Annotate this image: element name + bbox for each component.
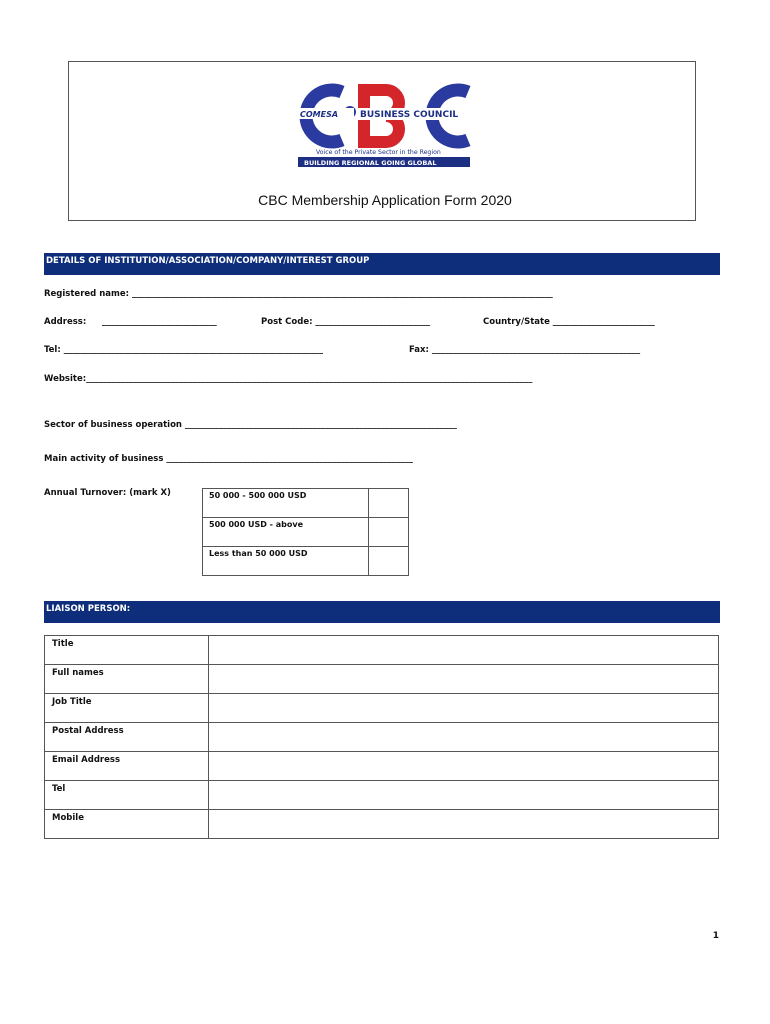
logo-brand: BUSINESS COUNCIL bbox=[360, 110, 459, 120]
table-row bbox=[45, 810, 719, 839]
row-label: Job Title bbox=[45, 694, 209, 723]
tel-field[interactable]: Tel: _____________________________________________________________ bbox=[44, 345, 323, 355]
fax-field[interactable]: Fax: _________________________________________________ bbox=[409, 345, 641, 355]
input-cell[interactable] bbox=[209, 810, 719, 839]
turnover-label: Annual Turnover: (mark X) bbox=[44, 488, 171, 498]
input-cell[interactable] bbox=[209, 665, 719, 694]
input-cell[interactable] bbox=[209, 636, 719, 665]
form-title: CBC Membership Application Form 2020 bbox=[258, 192, 512, 208]
input-cell[interactable] bbox=[209, 694, 719, 723]
table-row bbox=[45, 665, 719, 694]
row-label: Postal Address bbox=[45, 723, 209, 752]
address-field[interactable]: ___________________________ bbox=[102, 317, 217, 327]
cbc-logo bbox=[290, 70, 480, 170]
registered-name-field[interactable]: Registered name: ___________________________________________________________________________________________________ bbox=[44, 289, 553, 299]
table-row bbox=[45, 694, 719, 723]
sector-field[interactable]: Sector of business operation ________________________________________________________________ bbox=[44, 420, 457, 430]
section-heading-liaison: LIAISON PERSON: bbox=[44, 601, 720, 623]
address-label: Address: bbox=[44, 317, 87, 327]
input-cell[interactable] bbox=[209, 752, 719, 781]
row-label: Mobile bbox=[45, 810, 209, 839]
row-label: Email Address bbox=[45, 752, 209, 781]
website-field[interactable]: Website:_________________________________________________________________________________________________________ bbox=[44, 374, 533, 384]
country-state-field[interactable]: Country/State ________________________ bbox=[483, 317, 655, 327]
turnover-mark-box[interactable] bbox=[369, 489, 409, 518]
turnover-row bbox=[203, 547, 409, 576]
turnover-table bbox=[202, 488, 409, 576]
row-label: Tel bbox=[45, 781, 209, 810]
table-row bbox=[45, 752, 719, 781]
logo-tagline: Voice of the Private Sector in the Region bbox=[316, 149, 441, 156]
table-row bbox=[45, 723, 719, 752]
input-cell[interactable] bbox=[209, 723, 719, 752]
turnover-option: 500 000 USD - above bbox=[203, 518, 369, 547]
liaison-table bbox=[44, 635, 719, 839]
turnover-option: Less than 50 000 USD bbox=[203, 547, 369, 576]
postcode-field[interactable]: Post Code: ___________________________ bbox=[261, 317, 431, 327]
section-heading-details: DETAILS OF INSTITUTION/ASSOCIATION/COMPANY/INTEREST GROUP bbox=[44, 253, 720, 275]
turnover-mark-box[interactable] bbox=[369, 518, 409, 547]
row-label: Full names bbox=[45, 665, 209, 694]
turnover-option: 50 000 - 500 000 USD bbox=[203, 489, 369, 518]
logo-org: COMESA bbox=[300, 110, 339, 119]
page-number: 1 bbox=[712, 931, 719, 941]
table-row bbox=[45, 781, 719, 810]
logo-slogan: BUILDING REGIONAL GOING GLOBAL bbox=[304, 159, 437, 167]
turnover-mark-box[interactable] bbox=[369, 547, 409, 576]
turnover-row bbox=[203, 518, 409, 547]
turnover-row bbox=[203, 489, 409, 518]
main-activity-field[interactable]: Main activity of business __________________________________________________________ bbox=[44, 454, 413, 464]
input-cell[interactable] bbox=[209, 781, 719, 810]
table-row bbox=[45, 636, 719, 665]
row-label: Title bbox=[45, 636, 209, 665]
